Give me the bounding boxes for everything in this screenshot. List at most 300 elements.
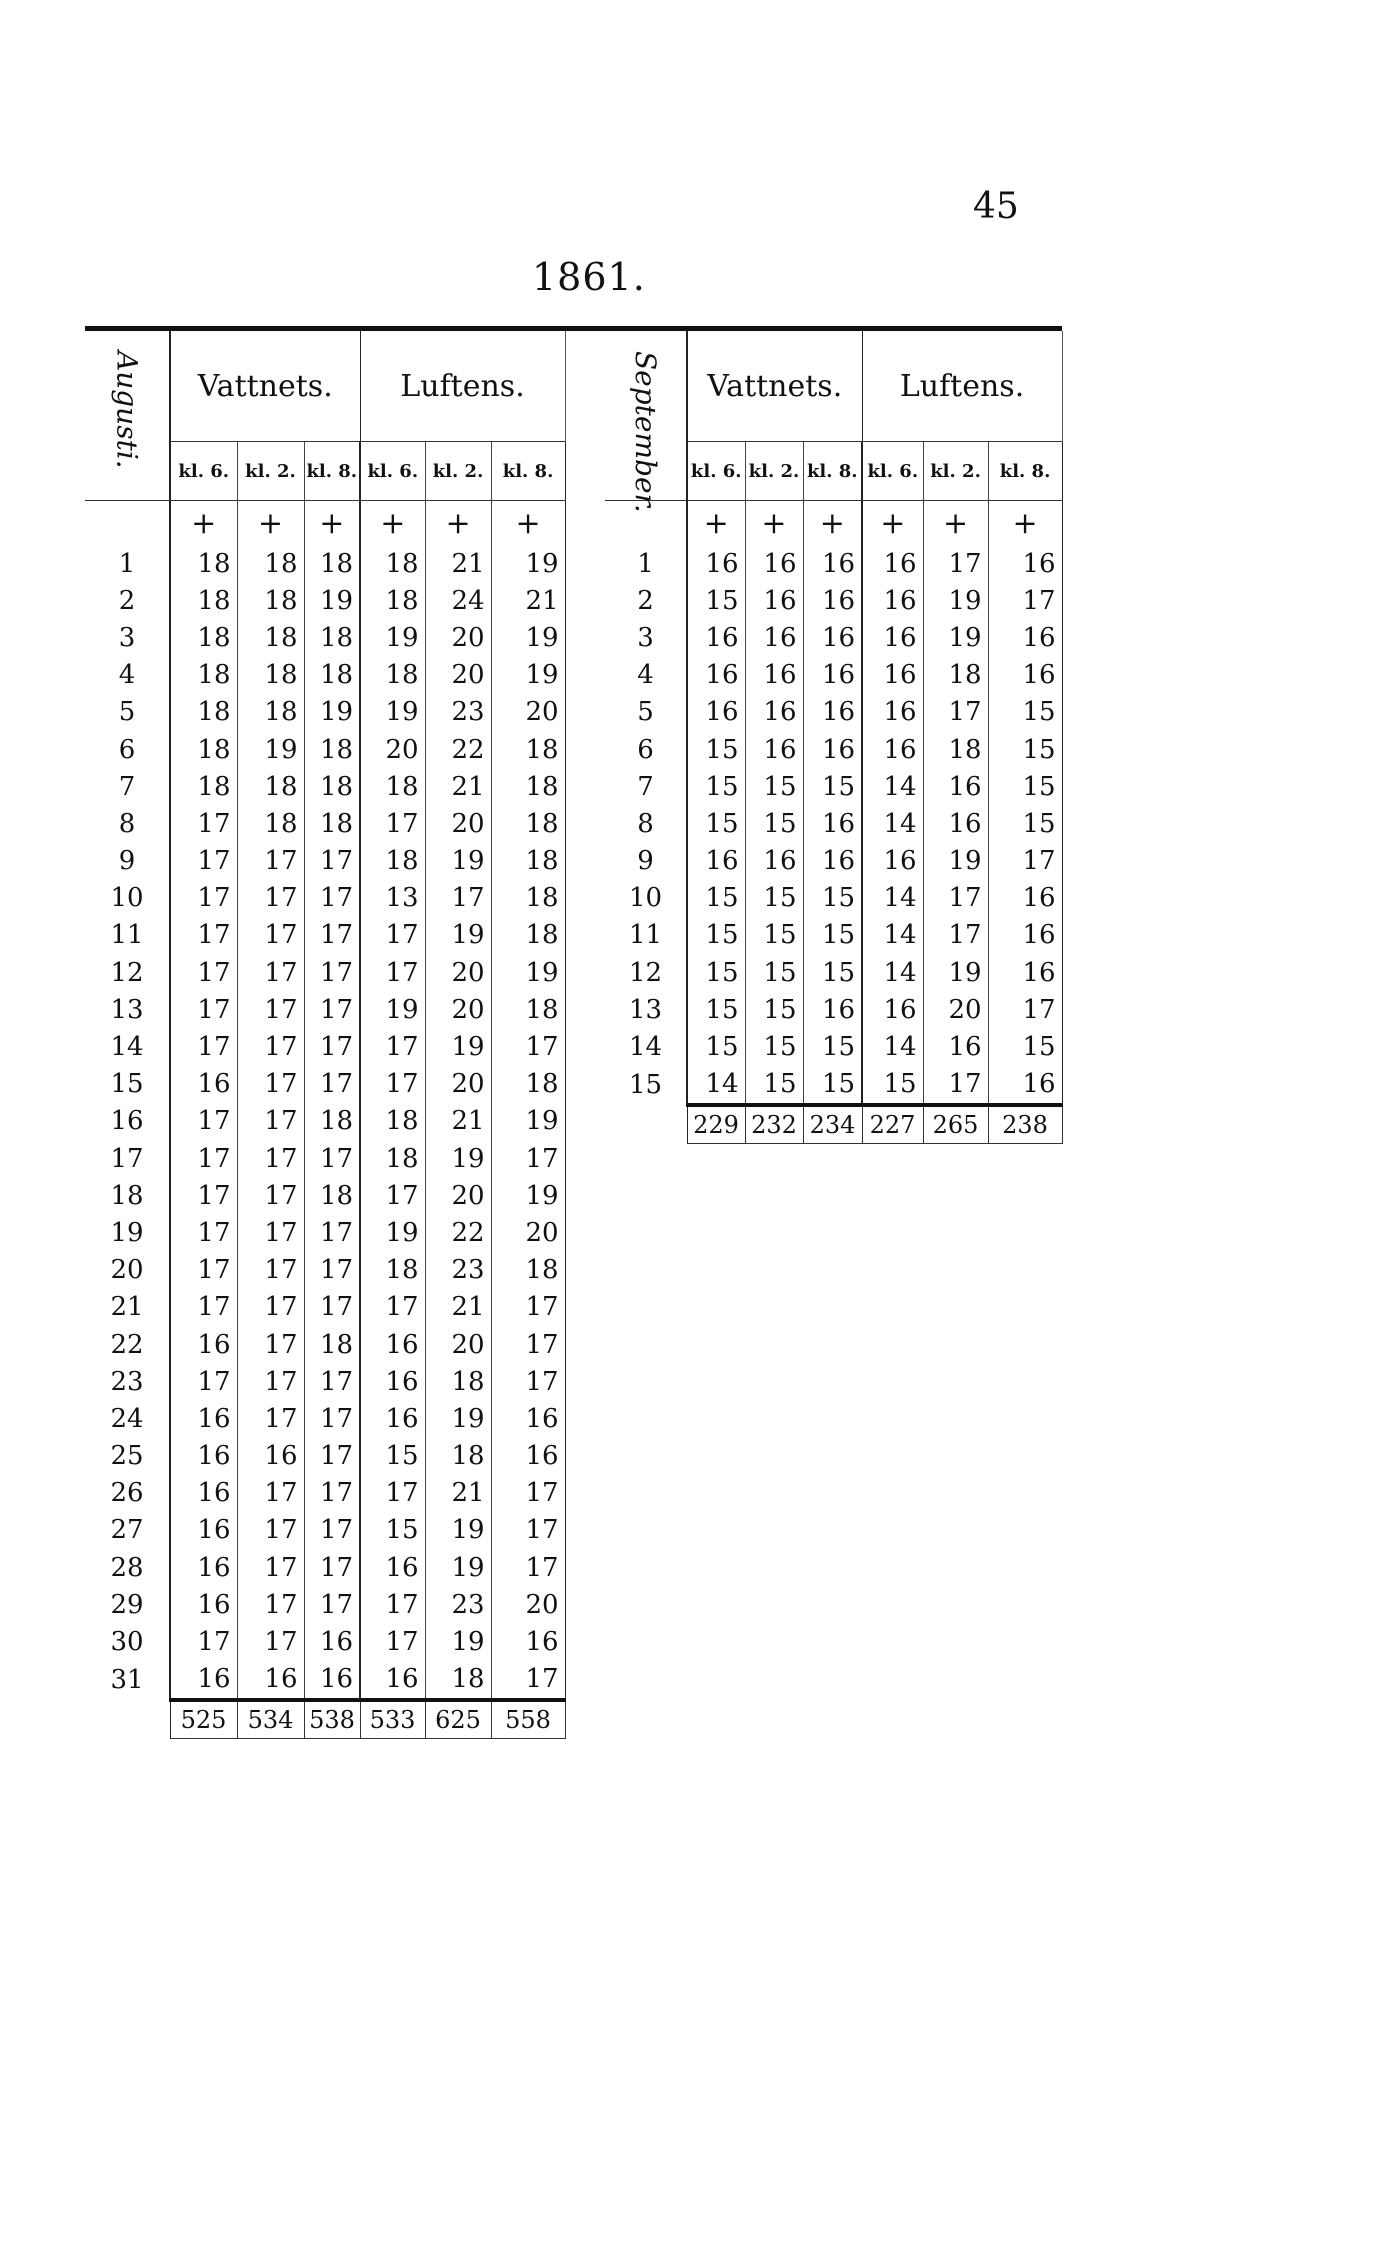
air-temp-cell: 17	[491, 1661, 565, 1700]
plus-sign: +	[425, 501, 491, 546]
water-temp-cell: 15	[745, 880, 803, 917]
air-temp-cell: 16	[862, 657, 923, 694]
plus-sign: +	[360, 501, 425, 546]
table-row	[605, 1066, 1062, 1105]
table-row	[85, 1140, 565, 1177]
day-number: 1	[85, 545, 170, 582]
water-temp-cell: 17	[170, 1363, 237, 1400]
day-number: 25	[85, 1438, 170, 1475]
air-temp-cell: 18	[425, 1661, 491, 1700]
water-temp-cell: 16	[803, 657, 862, 694]
table-row	[85, 1475, 565, 1512]
air-temp-cell: 18	[360, 657, 425, 694]
table-row	[85, 731, 565, 768]
water-temp-cell: 17	[304, 1214, 360, 1251]
table-row	[85, 694, 565, 731]
air-temp-cell: 17	[360, 1028, 425, 1065]
water-temp-cell: 17	[304, 1438, 360, 1475]
air-temp-cell: 17	[491, 1028, 565, 1065]
water-temp-cell: 15	[745, 768, 803, 805]
water-temp-cell: 16	[803, 731, 862, 768]
water-temp-cell: 16	[687, 694, 745, 731]
water-temp-cell: 16	[170, 1586, 237, 1623]
totals-row	[85, 1700, 565, 1739]
air-temp-cell: 20	[360, 731, 425, 768]
air-temp-cell: 23	[425, 694, 491, 731]
vattnets-header: Vattnets.	[170, 331, 360, 442]
water-temp-cell: 16	[803, 991, 862, 1028]
table-row	[85, 1586, 565, 1623]
water-temp-cell: 17	[237, 843, 304, 880]
water-temp-cell: 18	[304, 619, 360, 656]
day-number: 10	[85, 880, 170, 917]
air-temp-cell: 18	[923, 731, 988, 768]
air-temp-cell: 17	[491, 1475, 565, 1512]
col-header: kl. 2.	[425, 442, 491, 501]
water-temp-cell: 16	[745, 694, 803, 731]
day-number: 2	[85, 582, 170, 619]
water-temp-cell: 17	[304, 1363, 360, 1400]
air-temp-cell: 20	[425, 991, 491, 1028]
column-total: 238	[988, 1105, 1062, 1144]
air-temp-cell: 18	[491, 805, 565, 842]
water-temp-cell: 18	[237, 582, 304, 619]
water-temp-cell: 16	[304, 1623, 360, 1660]
air-temp-cell: 16	[862, 694, 923, 731]
water-temp-cell: 18	[304, 1326, 360, 1363]
table-row	[85, 1400, 565, 1437]
air-temp-cell: 18	[491, 1066, 565, 1103]
water-temp-cell: 17	[304, 1549, 360, 1586]
table-row	[85, 582, 565, 619]
table-row	[85, 1661, 565, 1700]
air-temp-cell: 16	[923, 1028, 988, 1065]
air-temp-cell: 14	[862, 954, 923, 991]
table-row	[85, 991, 565, 1028]
air-temp-cell: 15	[360, 1512, 425, 1549]
air-temp-cell: 18	[491, 731, 565, 768]
col-header: kl. 8.	[803, 442, 862, 501]
water-temp-cell: 18	[237, 545, 304, 582]
air-temp-cell: 16	[491, 1400, 565, 1437]
column-total: 525	[170, 1700, 237, 1739]
day-number: 17	[85, 1140, 170, 1177]
water-temp-cell: 19	[304, 582, 360, 619]
water-temp-cell: 17	[237, 1363, 304, 1400]
table-row	[605, 694, 1062, 731]
col-header: kl. 6.	[360, 442, 425, 501]
air-temp-cell: 14	[862, 805, 923, 842]
water-temp-cell: 17	[170, 880, 237, 917]
air-temp-cell: 19	[923, 954, 988, 991]
air-temp-cell: 19	[360, 694, 425, 731]
day-number: 29	[85, 1586, 170, 1623]
day-number: 6	[605, 731, 687, 768]
water-temp-cell: 16	[170, 1438, 237, 1475]
column-total: 625	[425, 1700, 491, 1739]
plus-sign: +	[170, 501, 237, 546]
day-number: 7	[605, 768, 687, 805]
air-temp-cell: 21	[491, 582, 565, 619]
water-temp-cell: 18	[237, 805, 304, 842]
table-row	[605, 843, 1062, 880]
col-header: kl. 8.	[491, 442, 565, 501]
water-temp-cell: 18	[170, 731, 237, 768]
day-number: 30	[85, 1623, 170, 1660]
day-number: 20	[85, 1252, 170, 1289]
water-temp-cell: 16	[745, 619, 803, 656]
water-temp-cell: 17	[237, 1475, 304, 1512]
day-number: 2	[605, 582, 687, 619]
water-temp-cell: 18	[304, 731, 360, 768]
water-temp-cell: 16	[745, 582, 803, 619]
table-row	[85, 880, 565, 917]
air-temp-cell: 20	[425, 805, 491, 842]
air-temp-cell: 16	[862, 582, 923, 619]
air-temp-cell: 19	[425, 917, 491, 954]
table-row	[85, 805, 565, 842]
day-number: 14	[85, 1028, 170, 1065]
air-temp-cell: 17	[360, 917, 425, 954]
water-temp-cell: 15	[687, 731, 745, 768]
day-number: 4	[605, 657, 687, 694]
table-row	[85, 657, 565, 694]
column-total: 533	[360, 1700, 425, 1739]
air-temp-cell: 20	[491, 1586, 565, 1623]
water-temp-cell: 17	[304, 880, 360, 917]
air-temp-cell: 19	[491, 1103, 565, 1140]
table-row	[85, 1363, 565, 1400]
air-temp-cell: 17	[360, 1475, 425, 1512]
air-temp-cell: 16	[988, 545, 1062, 582]
vattnets-header: Vattnets.	[687, 331, 862, 442]
water-temp-cell: 17	[237, 1623, 304, 1660]
day-number: 4	[85, 657, 170, 694]
air-temp-cell: 17	[425, 880, 491, 917]
plus-sign: +	[862, 501, 923, 546]
col-header: kl. 6.	[687, 442, 745, 501]
water-temp-cell: 18	[237, 657, 304, 694]
air-temp-cell: 18	[491, 843, 565, 880]
day-number: 31	[85, 1661, 170, 1700]
col-header: kl. 6.	[170, 442, 237, 501]
air-temp-cell: 19	[425, 1400, 491, 1437]
air-temp-cell: 16	[988, 1066, 1062, 1105]
water-temp-cell: 17	[170, 1028, 237, 1065]
day-number: 15	[605, 1066, 687, 1105]
air-temp-cell: 19	[360, 619, 425, 656]
air-temp-cell: 17	[360, 1289, 425, 1326]
table-row	[85, 843, 565, 880]
air-temp-cell: 16	[360, 1363, 425, 1400]
water-temp-cell: 16	[745, 731, 803, 768]
air-temp-cell: 17	[360, 805, 425, 842]
air-temp-cell: 18	[425, 1438, 491, 1475]
water-temp-cell: 17	[237, 1103, 304, 1140]
col-header: kl. 8.	[304, 442, 360, 501]
water-temp-cell: 15	[687, 880, 745, 917]
water-temp-cell: 17	[237, 1400, 304, 1437]
air-temp-cell: 19	[425, 1028, 491, 1065]
day-number: 8	[85, 805, 170, 842]
air-temp-cell: 21	[425, 1475, 491, 1512]
water-temp-cell: 17	[304, 843, 360, 880]
table-row	[85, 1623, 565, 1660]
air-temp-cell: 21	[425, 768, 491, 805]
table-row	[85, 1214, 565, 1251]
table-row	[85, 1512, 565, 1549]
water-temp-cell: 15	[745, 1066, 803, 1105]
water-temp-cell: 17	[304, 954, 360, 991]
water-temp-cell: 16	[687, 545, 745, 582]
water-temp-cell: 17	[237, 1028, 304, 1065]
day-number: 13	[85, 991, 170, 1028]
water-temp-cell: 17	[170, 1252, 237, 1289]
air-temp-cell: 14	[862, 768, 923, 805]
air-temp-cell: 19	[491, 1177, 565, 1214]
water-temp-cell: 17	[237, 1512, 304, 1549]
air-temp-cell: 16	[923, 768, 988, 805]
air-temp-cell: 17	[923, 694, 988, 731]
water-temp-cell: 17	[237, 1177, 304, 1214]
air-temp-cell: 20	[425, 954, 491, 991]
table-row	[605, 954, 1062, 991]
air-temp-cell: 18	[491, 917, 565, 954]
column-total: 227	[862, 1105, 923, 1144]
water-temp-cell: 17	[237, 991, 304, 1028]
air-temp-cell: 19	[360, 991, 425, 1028]
air-temp-cell: 17	[360, 1586, 425, 1623]
air-temp-cell: 17	[360, 1066, 425, 1103]
month-label-september: September.	[629, 351, 662, 513]
air-temp-cell: 23	[425, 1586, 491, 1623]
water-temp-cell: 18	[304, 657, 360, 694]
water-temp-cell: 16	[803, 582, 862, 619]
water-temp-cell: 15	[745, 917, 803, 954]
water-temp-cell: 16	[803, 694, 862, 731]
day-number: 3	[605, 619, 687, 656]
water-temp-cell: 17	[304, 1028, 360, 1065]
luftens-header: Luftens.	[862, 331, 1062, 442]
column-total: 534	[237, 1700, 304, 1739]
day-number: 11	[605, 917, 687, 954]
air-temp-cell: 14	[862, 1028, 923, 1065]
table-row	[605, 917, 1062, 954]
air-temp-cell: 16	[988, 880, 1062, 917]
air-temp-cell: 16	[862, 991, 923, 1028]
table-row	[85, 545, 565, 582]
day-number: 26	[85, 1475, 170, 1512]
air-temp-cell: 18	[923, 657, 988, 694]
day-number: 5	[85, 694, 170, 731]
column-total: 538	[304, 1700, 360, 1739]
air-temp-cell: 18	[360, 1103, 425, 1140]
air-temp-cell: 19	[425, 1512, 491, 1549]
water-temp-cell: 17	[304, 1586, 360, 1623]
air-temp-cell: 20	[425, 619, 491, 656]
water-temp-cell: 16	[803, 619, 862, 656]
air-temp-cell: 16	[491, 1623, 565, 1660]
day-number: 11	[85, 917, 170, 954]
water-temp-cell: 14	[687, 1066, 745, 1105]
day-number: 22	[85, 1326, 170, 1363]
plus-sign: +	[923, 501, 988, 546]
day-number: 1	[605, 545, 687, 582]
air-temp-cell: 18	[491, 768, 565, 805]
air-temp-cell: 23	[425, 1252, 491, 1289]
water-temp-cell: 15	[745, 991, 803, 1028]
water-temp-cell: 17	[170, 1103, 237, 1140]
water-temp-cell: 17	[304, 991, 360, 1028]
air-temp-cell: 19	[491, 619, 565, 656]
water-temp-cell: 17	[237, 1214, 304, 1251]
air-temp-cell: 19	[491, 545, 565, 582]
day-number: 10	[605, 880, 687, 917]
air-temp-cell: 16	[923, 805, 988, 842]
air-temp-cell: 22	[425, 1214, 491, 1251]
day-number: 9	[85, 843, 170, 880]
air-temp-cell: 16	[988, 917, 1062, 954]
air-temp-cell: 20	[491, 694, 565, 731]
air-temp-cell: 17	[491, 1289, 565, 1326]
table-row	[85, 1549, 565, 1586]
table-row	[605, 619, 1062, 656]
water-temp-cell: 15	[803, 880, 862, 917]
table-row	[605, 991, 1062, 1028]
water-temp-cell: 16	[687, 843, 745, 880]
water-temp-cell: 16	[170, 1066, 237, 1103]
air-temp-cell: 20	[491, 1214, 565, 1251]
day-number: 15	[85, 1066, 170, 1103]
air-temp-cell: 17	[923, 917, 988, 954]
water-temp-cell: 16	[687, 657, 745, 694]
plus-sign: +	[687, 501, 745, 546]
air-temp-cell: 16	[491, 1438, 565, 1475]
water-temp-cell: 16	[170, 1326, 237, 1363]
air-temp-cell: 18	[425, 1363, 491, 1400]
air-temp-cell: 16	[360, 1400, 425, 1437]
air-temp-cell: 17	[491, 1549, 565, 1586]
water-temp-cell: 15	[803, 1066, 862, 1105]
water-temp-cell: 15	[745, 954, 803, 991]
month-label-august: Augusti.	[110, 351, 144, 469]
col-header: kl. 2.	[745, 442, 803, 501]
plus-sign: +	[803, 501, 862, 546]
water-temp-cell: 16	[170, 1661, 237, 1700]
water-temp-cell: 16	[304, 1661, 360, 1700]
air-temp-cell: 20	[425, 657, 491, 694]
water-temp-cell: 18	[237, 619, 304, 656]
water-temp-cell: 17	[237, 1326, 304, 1363]
table-row	[605, 880, 1062, 917]
table-row	[85, 768, 565, 805]
water-temp-cell: 17	[170, 805, 237, 842]
air-temp-cell: 17	[988, 843, 1062, 880]
air-temp-cell: 19	[425, 1140, 491, 1177]
water-temp-cell: 17	[170, 954, 237, 991]
air-temp-cell: 19	[360, 1214, 425, 1251]
water-temp-cell: 17	[170, 1177, 237, 1214]
table-row	[605, 657, 1062, 694]
water-temp-cell: 18	[170, 545, 237, 582]
col-header: kl. 2.	[923, 442, 988, 501]
luftens-header: Luftens.	[360, 331, 565, 442]
year-heading: 1861.	[532, 255, 646, 299]
water-temp-cell: 16	[803, 805, 862, 842]
table-row	[85, 1103, 565, 1140]
air-temp-cell: 18	[360, 582, 425, 619]
table-row	[605, 768, 1062, 805]
day-number: 8	[605, 805, 687, 842]
water-temp-cell: 17	[237, 1289, 304, 1326]
air-temp-cell: 16	[988, 954, 1062, 991]
august-table	[85, 331, 566, 1739]
water-temp-cell: 15	[745, 805, 803, 842]
water-temp-cell: 15	[687, 954, 745, 991]
col-header: kl. 6.	[862, 442, 923, 501]
water-temp-cell: 17	[170, 843, 237, 880]
water-temp-cell: 17	[304, 1400, 360, 1437]
air-temp-cell: 20	[923, 991, 988, 1028]
air-temp-cell: 19	[425, 1549, 491, 1586]
month-label-cell	[85, 331, 170, 501]
table-row	[85, 1066, 565, 1103]
table-row	[605, 805, 1062, 842]
column-total: 558	[491, 1700, 565, 1739]
column-total: 265	[923, 1105, 988, 1144]
water-temp-cell: 19	[304, 694, 360, 731]
air-temp-cell: 15	[360, 1438, 425, 1475]
air-temp-cell: 17	[360, 1177, 425, 1214]
water-temp-cell: 16	[237, 1438, 304, 1475]
totals-row	[605, 1105, 1062, 1144]
col-header: kl. 2.	[237, 442, 304, 501]
day-number: 14	[605, 1028, 687, 1065]
table-row	[605, 731, 1062, 768]
air-temp-cell: 18	[360, 1252, 425, 1289]
air-temp-cell: 17	[360, 954, 425, 991]
table-row	[85, 1028, 565, 1065]
water-temp-cell: 17	[304, 917, 360, 954]
page-number: 45	[973, 186, 1019, 227]
plus-sign: +	[988, 501, 1062, 546]
water-temp-cell: 17	[170, 1140, 237, 1177]
plus-sign: +	[237, 501, 304, 546]
air-temp-cell: 16	[988, 619, 1062, 656]
water-temp-cell: 17	[170, 917, 237, 954]
water-temp-cell: 16	[745, 843, 803, 880]
water-temp-cell: 17	[237, 917, 304, 954]
air-temp-cell: 18	[491, 880, 565, 917]
air-temp-cell: 24	[425, 582, 491, 619]
air-temp-cell: 19	[491, 657, 565, 694]
water-temp-cell: 16	[745, 545, 803, 582]
air-temp-cell: 19	[923, 843, 988, 880]
table-row	[605, 582, 1062, 619]
air-temp-cell: 17	[923, 880, 988, 917]
air-temp-cell: 22	[425, 731, 491, 768]
water-temp-cell: 18	[304, 768, 360, 805]
air-temp-cell: 20	[425, 1326, 491, 1363]
air-temp-cell: 17	[923, 1066, 988, 1105]
water-temp-cell: 17	[170, 1623, 237, 1660]
day-number: 18	[85, 1177, 170, 1214]
air-temp-cell: 15	[862, 1066, 923, 1105]
air-temp-cell: 20	[425, 1066, 491, 1103]
water-temp-cell: 17	[304, 1140, 360, 1177]
air-temp-cell: 17	[988, 991, 1062, 1028]
water-temp-cell: 18	[237, 694, 304, 731]
